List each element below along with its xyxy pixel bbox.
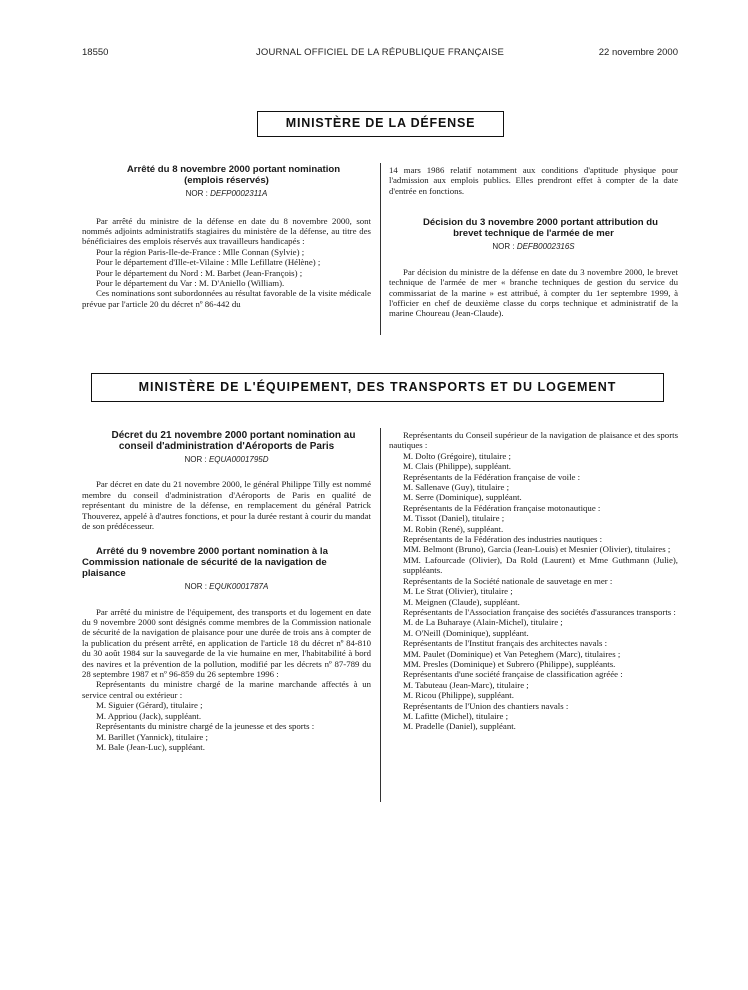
member-entry: M. Tabuteau (Jean-Marc), titulaire ; [403, 679, 529, 690]
member-entry: M. Le Strat (Olivier), titulaire ; [403, 586, 513, 597]
member-entry: M. Lafitte (Michel), titulaire ; [403, 710, 509, 721]
member-entry: MM. Belmont (Bruno), Garcia (Jean-Louis) et Mesnier (Olivier), titulaires ; [403, 544, 671, 555]
member-group-heading: Représentants de la Fédération française de voile : [403, 471, 581, 482]
members-list-right [389, 430, 678, 732]
member-group-heading: Représentants du ministre chargé de la marine marchande affectés à un service central ou extérieur : [82, 679, 371, 700]
members-list-left [82, 679, 371, 752]
arrete-equipement-title: Arrêté du 9 novembre 2000 portant nomination à la Commission nationale de sécurité de la navigation de plaisance [82, 546, 328, 579]
equipement-left-column [82, 430, 371, 752]
member-entry: MM. Lafourcade (Olivier), Da Rold (Laurent) et Mme Guthmann (Julie), suppléants. [403, 554, 678, 576]
nor-code: EQUA0001795D [208, 455, 269, 464]
column-divider [380, 163, 381, 335]
nor-line: NOR : DEFP0002311A [185, 189, 268, 199]
list-item: Pour le département du Nord : M. Barbet (Jean-François) ; [96, 267, 303, 278]
member-group-heading: Représentants de l'Union des chantiers navals : [403, 700, 569, 711]
member-group-heading: Représentants de la Fédération française motonautique : [403, 502, 601, 513]
member-group-heading: Représentants de l'Institut français des architectes navals : [403, 638, 608, 649]
member-entry: M. O'Neill (Dominique), suppléant. [403, 627, 529, 638]
member-group-heading: Représentants de la Société nationale de sauvetage en mer : [403, 575, 613, 586]
member-entry: M. de La Buharaye (Alain-Michel), titulaire ; [403, 617, 563, 628]
member-entry: M. Barillet (Yannick), titulaire ; [96, 731, 208, 742]
list-item: Pour le département d'Ille-et-Vilaine : Mlle Lefillatre (Hélène) ; [96, 257, 321, 268]
paragraph: Par décision du ministre de la défense en date du 3 novembre 2000, le brevet technique de l'armée de mer « branche techniques de gestion du service du commissariat de la marine » est attribué, à compter du 1er septembre 1999, à l'officier en chef de deuxième classe du corps technique et administratif de la marine Choureau (Jean-Claude). [389, 266, 678, 319]
nor-code: EQUK0001787A [209, 582, 269, 592]
nor-code: DEFB0002316S [516, 242, 575, 252]
nor-line: NOR : DEFB0002316S [492, 242, 575, 252]
column-divider [380, 428, 381, 802]
member-entry: M. Clais (Philippe), suppléant. [403, 461, 511, 472]
arrete-defense-title: Arrêté du 8 novembre 2000 portant nomination (emplois réservés) [126, 164, 341, 186]
member-entry: M. Ricou (Philippe), suppléant. [403, 690, 514, 701]
paragraph: Par arrêté du ministre de l'équipement, des transports et du logement en date du 9 novembre 2000 sont désignés comme membres de la Commission nationale de sécurité de la navigation de plaisance pour une durée de trois ans à compter de la publication du présent arrêté, en application de l'article 18 du décret nº 84-810 du 30 août 1984 sur la sauvegarde de la vie humaine en mer, l'habitabilité à bord des navires et la prévention de la pollution, modifié par les décrets nº 87-789 du 28 septembre 1987 et nº 96-859 du 26 septembre 1996 : [82, 606, 371, 680]
page-number: 18550 [82, 47, 109, 58]
member-entry: M. Bale (Jean-Luc), suppléant. [96, 741, 205, 752]
member-entry: MM. Paulet (Dominique) et Van Peteghem (Marc), titulaires ; [403, 648, 621, 659]
member-group-heading: Représentants du Conseil supérieur de la navigation de plaisance et des sports nautiques : [389, 430, 678, 451]
member-entry: M. Siguier (Gérard), titulaire ; [96, 700, 203, 711]
member-entry: M. Dolto (Grégoire), titulaire ; [403, 450, 511, 461]
decision-title: Décision du 3 novembre 2000 portant attribution du brevet technique de l'armée de mer [422, 217, 659, 239]
page-header [82, 47, 678, 61]
list-item: Pour la région Paris-Ile-de-France : Mlle Connan (Sylvie) ; [96, 246, 305, 257]
nor-code: DEFP0002311A [210, 189, 268, 199]
journal-title: JOURNAL OFFICIEL DE LA RÉPUBLIQUE FRANÇAISE [255, 47, 505, 58]
decret-title: Décret du 21 novembre 2000 portant nomination au conseil d'administration d'Aéroports de Paris [111, 430, 356, 452]
list-item: Pour le département du Var : M. D'Aniello (William). [96, 278, 285, 289]
member-entry: M. Appriou (Jack), suppléant. [96, 710, 202, 721]
member-group-heading: Représentants de l'Association française des sociétés d'assurances transports : [403, 606, 676, 617]
defense-left-column [82, 165, 371, 309]
paragraph: 14 mars 1986 relatif notamment aux conditions d'aptitude physique pour l'admission aux emplois publics. Elles prendront effet à compter de la date d'entrée en fonctions. [389, 165, 678, 196]
equipement-right-column [389, 430, 678, 732]
member-entry: M. Sallenave (Guy), titulaire ; [403, 482, 510, 493]
issue-date: 22 novembre 2000 [598, 47, 678, 58]
member-entry: MM. Presles (Dominique) et Subrero (Philippe), suppléants. [403, 658, 616, 669]
nor-line: NOR : EQUA0001795D [184, 455, 269, 464]
defense-right-column [389, 165, 678, 319]
member-entry: M. Pradelle (Daniel), suppléant. [403, 721, 516, 732]
ministry-equipement-heading: MINISTÈRE DE L'ÉQUIPEMENT, DES TRANSPORTS ET DU LOGEMENT [91, 373, 664, 402]
member-group-heading: Représentants de la Fédération des industries nautiques : [403, 534, 603, 545]
paragraph: Par décret en date du 21 novembre 2000, le général Philippe Tilly est nommé membre du conseil d'administration d'Aéroports de Paris en qualité de représentant du ministre de la défense, en remplacement du général Patrick Thouverez, appelé à d'autres fonctions, et pour la durée restant à courir du mandat de son prédécesseur. [82, 479, 371, 532]
paragraph: Par arrêté du ministre de la défense en date du 8 novembre 2000, sont nommés adjoints administratifs stagiaires du ministère de la défense, au titre des bénéficiaires des emplois réservés aux travailleurs handicapés : [82, 215, 371, 247]
member-entry: M. Robin (René), suppléant. [403, 523, 504, 534]
nor-line: NOR : EQUK0001787A [184, 582, 269, 592]
member-entry: M. Tissot (Daniel), titulaire ; [403, 513, 505, 524]
paragraph: Ces nominations sont subordonnées au résultat favorable de la visite médicale prévue par l'article 20 du décret nº 86-442 du [82, 288, 371, 309]
member-group-heading: Représentants du ministre chargé de la jeunesse et des sports : [96, 721, 315, 732]
member-group-heading: Représentants d'une société française de classification agréée : [403, 669, 623, 680]
ministry-defense-heading: MINISTÈRE DE LA DÉFENSE [257, 111, 504, 137]
member-entry: M. Serre (Dominique), suppléant. [403, 492, 522, 503]
member-entry: M. Meignen (Claude), suppléant. [403, 596, 520, 607]
